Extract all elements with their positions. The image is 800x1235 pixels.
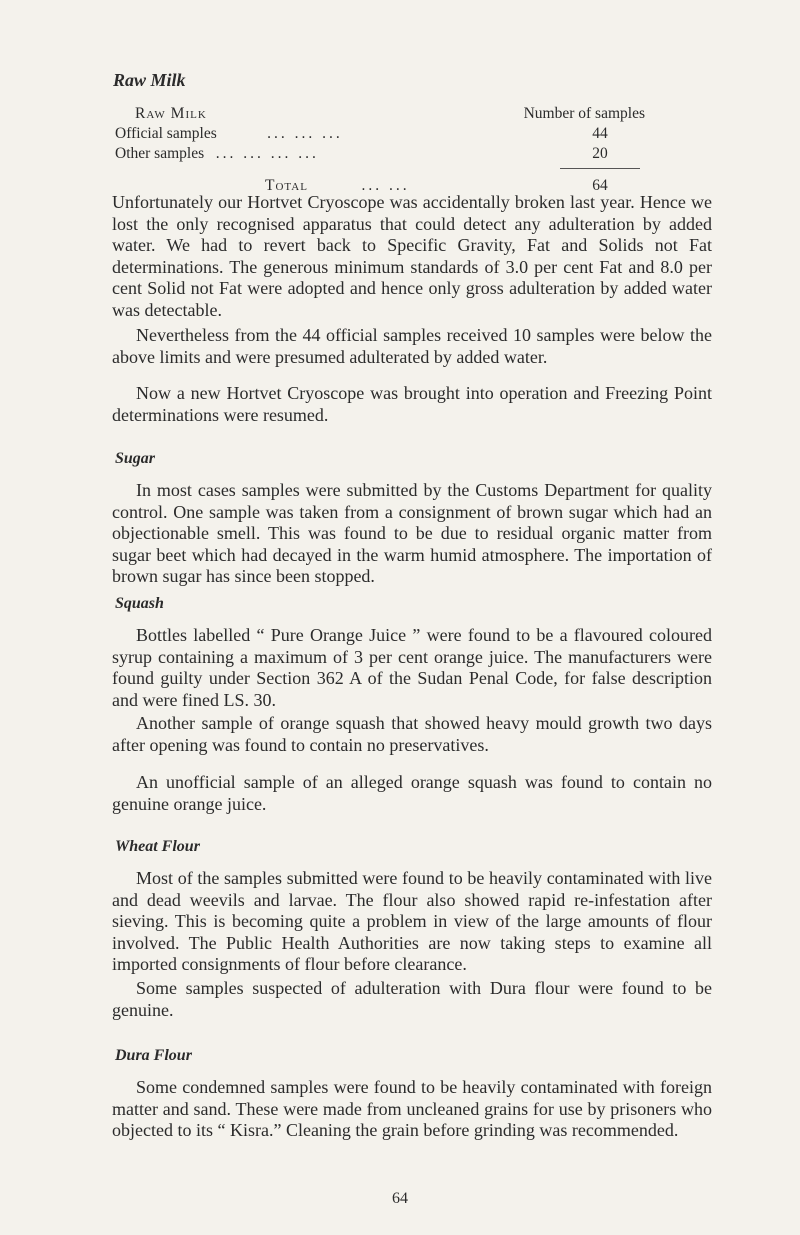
table-header-left: Raw Milk [135, 105, 207, 122]
total-rule [560, 168, 640, 169]
row-label: Official samples [115, 125, 217, 142]
raw-milk-table [115, 105, 645, 197]
page-number: 64 [392, 1190, 408, 1207]
row-leader-dots: ... ... ... ... [215, 145, 319, 162]
total-rule-row [115, 165, 645, 177]
row-leader-dots: ... ... ... [267, 125, 343, 142]
section-title-raw-milk: Raw Milk [113, 70, 186, 90]
table-header-right: Number of samples [523, 105, 645, 122]
squash-paragraph-3: An unofficial sample of an alleged orange squash was found to contain no genuine orange juice. [112, 772, 712, 814]
squash-paragraph-2: Another sample of orange squash that showed heavy mould growth two days after opening was found to contain no preservatives. [112, 713, 712, 755]
row-label: Other samples [115, 145, 205, 162]
squash-paragraph-1: Bottles labelled “ Pure Orange Juice ” were found to be a flavoured coloured syrup containing a maximum of 3 per cent orange juice. The manufacturers were found guilty under Section 362 A of the Sudan Penal Code, for false description and were fined LS. 30. [112, 625, 712, 710]
milk-paragraph-3: Now a new Hortvet Cryoscope was brought into operation and Freezing Point determinations were resumed. [112, 383, 712, 425]
total-leader-dots: ... ... [361, 177, 410, 194]
wheat-paragraph-2: Some samples suspected of adulteration with Dura flour were found to be genuine. [112, 978, 712, 1020]
row-value: 44 [592, 125, 608, 142]
heading-wheat-flour: Wheat Flour [115, 838, 200, 855]
wheat-paragraph-1: Most of the samples submitted were found to be heavily contaminated with live and dead weevils and larvae. The flour also showed rapid re-infestation after sieving. This is becoming quite a problem in view of the large amounts of flour involved. The Public Health Authorities are now taking steps to examine all imported consignments of flour before clearance. [112, 868, 712, 974]
milk-paragraph-2: Nevertheless from the 44 official samples received 10 samples were below the above limits and were presumed adulterated by added water. [112, 325, 712, 367]
table-header-row [115, 105, 645, 125]
heading-squash: Squash [115, 595, 164, 612]
row-value: 20 [592, 145, 608, 162]
table-row [115, 145, 645, 165]
milk-paragraph-1: Unfortunately our Hortvet Cryoscope was accidentally broken last year. Hence we lost the only recognised apparatus that could detect any adulteration by added water. We had to revert back to Specific Gravity, Fat and Solids not Fat determinations. The generous minimum standards of 3.0 per cent Fat and 8.0 per cent Solid not Fat were adopted and hence only gross adulteration by added water was detectable. [112, 192, 712, 320]
heading-dura-flour: Dura Flour [115, 1047, 192, 1064]
heading-sugar: Sugar [115, 450, 156, 467]
total-value: 64 [592, 177, 608, 194]
sugar-paragraph-1: In most cases samples were submitted by the Customs Department for quality control. One sample was taken from a consignment of brown sugar which had an objectionable smell. This was found to be due to residual organic matter from sugar beet which had decayed in the warm humid atmosphere. The importation of brown sugar has since been stopped. [112, 480, 712, 586]
total-label: Total [265, 177, 308, 194]
table-row [115, 125, 645, 145]
dura-paragraph-1: Some condemned samples were found to be heavily contaminated with foreign matter and sand. These were made from uncleaned grains for use by prisoners who objected to its “ Kisra.” Cleaning the grain before grinding was recommended. [112, 1077, 712, 1140]
